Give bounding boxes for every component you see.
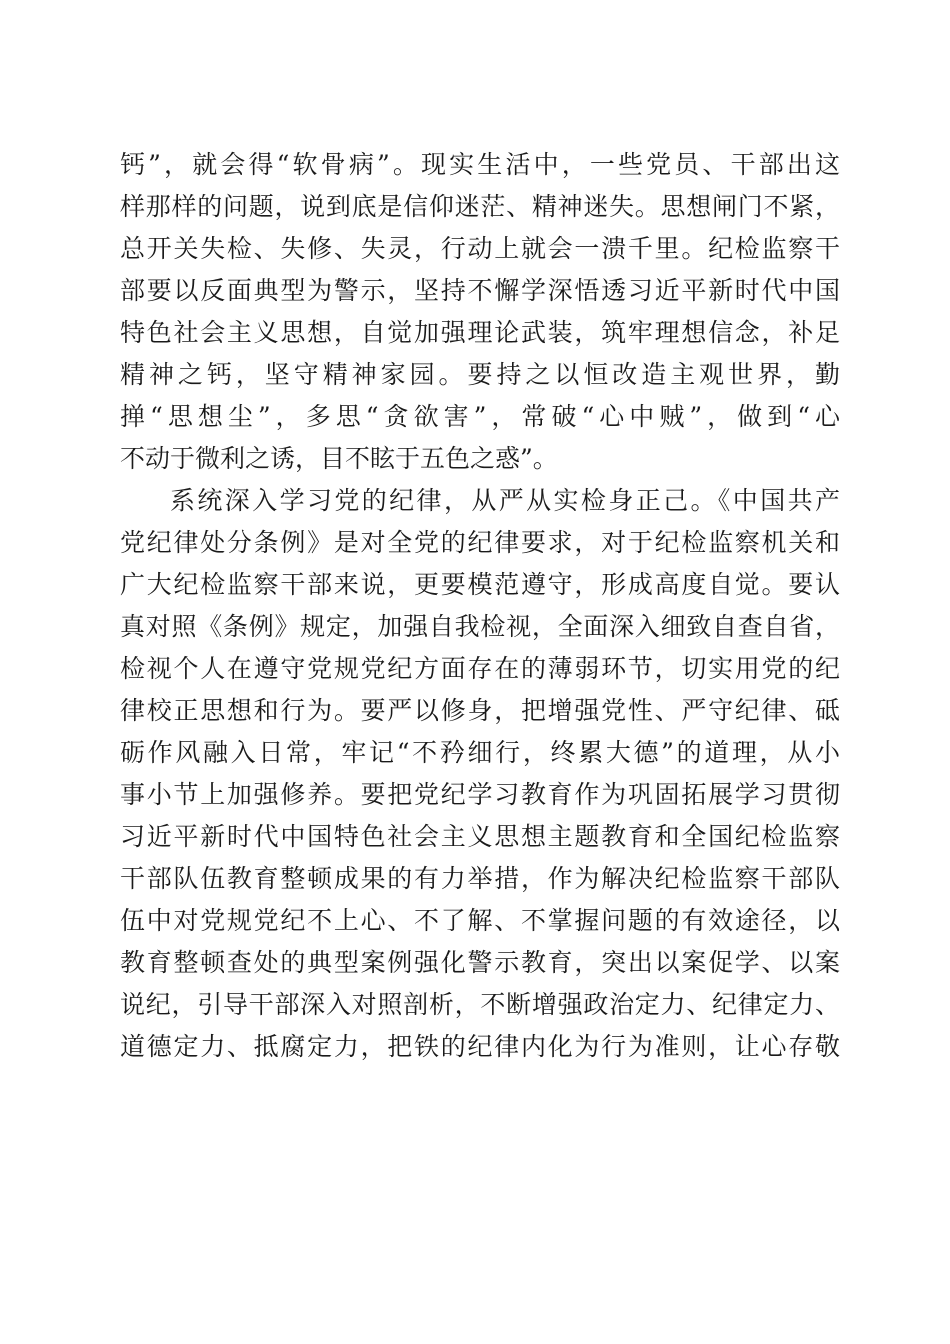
text-line: 部要以反面典型为警示，坚持不懈学深悟透习近平新时代中国: [120, 276, 840, 305]
text-line: 道德定力、抵腐定力，把铁的纪律内化为行为准则，让心存敬: [120, 1032, 840, 1061]
text-line: 特色社会主义思想，自觉加强理论武装，筑牢理想信念，补足: [120, 318, 840, 347]
text-line: 系统深入学习党的纪律，从严从实检身正己。《中国共产: [170, 486, 840, 515]
text-line: 总开关失检、失修、失灵，行动上就会一溃千里。纪检监察干: [120, 234, 840, 263]
text-line: 掸“思想尘”，多思“贪欲害”，常破“心中贼”，做到“心: [120, 402, 840, 431]
text-line: 精神之钙，坚守精神家园。要持之以恒改造主观世界，勤: [120, 360, 840, 389]
text-line: 说纪，引导干部深入对照剖析，不断增强政治定力、纪律定力、: [120, 990, 840, 1019]
text-line: 砺作风融入日常，牢记“不矜细行，终累大德”的道理，从小: [120, 738, 840, 767]
paragraph-1: [120, 144, 840, 480]
text-line: 习近平新时代中国特色社会主义思想主题教育和全国纪检监察: [120, 822, 840, 851]
text-line: 广大纪检监察干部来说，更要模范遵守，形成高度自觉。要认: [120, 570, 840, 599]
text-line: 样那样的问题，说到底是信仰迷茫、精神迷失。思想闸门不紧，: [120, 192, 840, 221]
text-line: 真对照《条例》规定，加强自我检视，全面深入细致自查自省，: [120, 612, 840, 641]
paragraph-2: [120, 480, 840, 1068]
text-line: 事小节上加强修养。要把党纪学习教育作为巩固拓展学习贯彻: [120, 780, 840, 809]
document-body: [120, 144, 840, 1068]
text-line: 检视个人在遵守党规党纪方面存在的薄弱环节，切实用党的纪: [120, 654, 840, 683]
text-line: 党纪律处分条例》是对全党的纪律要求，对于纪检监察机关和: [120, 528, 840, 557]
text-line: 不动于微利之诱，目不眩于五色之惑”。: [120, 444, 558, 473]
text-line: 钙”，就会得“软骨病”。现实生活中，一些党员、干部出这: [120, 150, 840, 179]
text-line: 干部队伍教育整顿成果的有力举措，作为解决纪检监察干部队: [120, 864, 840, 893]
text-line: 教育整顿查处的典型案例强化警示教育，突出以案促学、以案: [120, 948, 840, 977]
text-line: 律校正思想和行为。要严以修身，把增强党性、严守纪律、砥: [120, 696, 840, 725]
text-line: 伍中对党规党纪不上心、不了解、不掌握问题的有效途径，以: [120, 906, 840, 935]
